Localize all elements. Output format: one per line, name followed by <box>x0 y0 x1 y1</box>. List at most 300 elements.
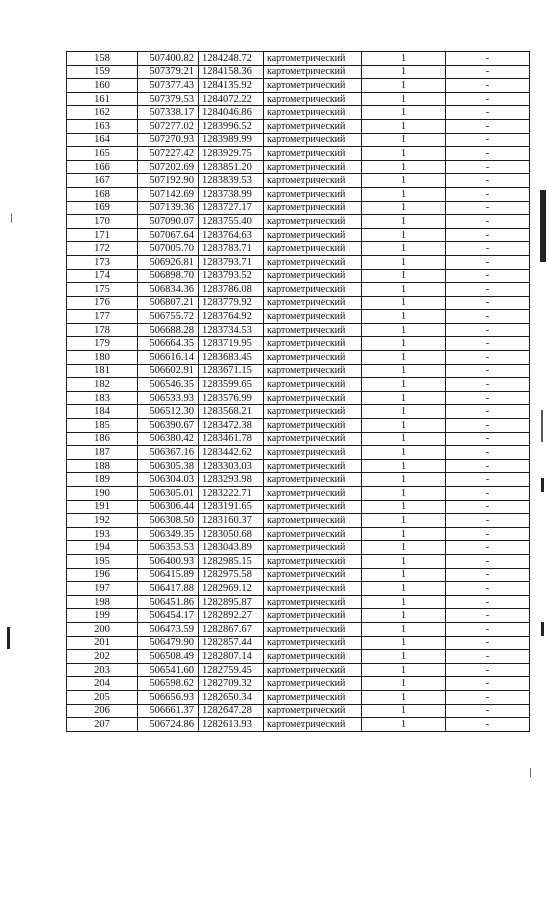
note-cell: - <box>446 582 530 596</box>
point-number-cell: 207 <box>67 718 138 732</box>
table-row <box>67 52 530 66</box>
method-cell: картометрический <box>264 323 362 337</box>
y-coordinate-cell: 1283043.89 <box>199 541 264 555</box>
note-cell: - <box>446 391 530 405</box>
table-row <box>67 351 530 365</box>
x-coordinate-cell: 507277.02 <box>138 119 199 133</box>
method-cell: картометрический <box>264 391 362 405</box>
point-number-cell: 159 <box>67 65 138 79</box>
y-coordinate-cell: 1283783.71 <box>199 242 264 256</box>
x-coordinate-cell: 506473.59 <box>138 622 199 636</box>
table-row <box>67 718 530 732</box>
table-row <box>67 690 530 704</box>
accuracy-cell: 1 <box>362 147 446 161</box>
point-number-cell: 181 <box>67 364 138 378</box>
table-row <box>67 160 530 174</box>
note-cell: - <box>446 79 530 93</box>
table-row <box>67 704 530 718</box>
y-coordinate-cell: 1283719.95 <box>199 337 264 351</box>
method-cell: картометрический <box>264 351 362 365</box>
table-row <box>67 595 530 609</box>
method-cell: картометрический <box>264 704 362 718</box>
accuracy-cell: 1 <box>362 65 446 79</box>
y-coordinate-cell: 1283599.65 <box>199 378 264 392</box>
x-coordinate-cell: 506306.44 <box>138 500 199 514</box>
note-cell: - <box>446 650 530 664</box>
x-coordinate-cell: 507379.53 <box>138 92 199 106</box>
table-row <box>67 65 530 79</box>
accuracy-cell: 1 <box>362 310 446 324</box>
accuracy-cell: 1 <box>362 582 446 596</box>
note-cell: - <box>446 337 530 351</box>
method-cell: картометрический <box>264 500 362 514</box>
method-cell: картометрический <box>264 527 362 541</box>
method-cell: картометрический <box>264 337 362 351</box>
table-row <box>67 568 530 582</box>
method-cell: картометрический <box>264 106 362 120</box>
note-cell: - <box>446 459 530 473</box>
note-cell: - <box>446 432 530 446</box>
point-number-cell: 172 <box>67 242 138 256</box>
table-row <box>67 582 530 596</box>
y-coordinate-cell: 1282975.58 <box>199 568 264 582</box>
point-number-cell: 189 <box>67 473 138 487</box>
note-cell: - <box>446 554 530 568</box>
point-number-cell: 187 <box>67 446 138 460</box>
note-cell: - <box>446 609 530 623</box>
table-row <box>67 677 530 691</box>
y-coordinate-cell: 1284248.72 <box>199 52 264 66</box>
accuracy-cell: 1 <box>362 473 446 487</box>
note-cell: - <box>446 92 530 106</box>
y-coordinate-cell: 1283683.45 <box>199 351 264 365</box>
x-coordinate-cell: 507338.17 <box>138 106 199 120</box>
note-cell: - <box>446 283 530 297</box>
method-cell: картометрический <box>264 133 362 147</box>
coordinates-table-body <box>67 52 530 732</box>
point-number-cell: 188 <box>67 459 138 473</box>
method-cell: картометрический <box>264 690 362 704</box>
point-number-cell: 198 <box>67 595 138 609</box>
y-coordinate-cell: 1283738.99 <box>199 187 264 201</box>
note-cell: - <box>446 296 530 310</box>
x-coordinate-cell: 506353.53 <box>138 541 199 555</box>
x-coordinate-cell: 506724.86 <box>138 718 199 732</box>
note-cell: - <box>446 500 530 514</box>
point-number-cell: 194 <box>67 541 138 555</box>
y-coordinate-cell: 1282709.32 <box>199 677 264 691</box>
note-cell: - <box>446 52 530 66</box>
method-cell: картометрический <box>264 160 362 174</box>
x-coordinate-cell: 506417.88 <box>138 582 199 596</box>
point-number-cell: 174 <box>67 269 138 283</box>
point-number-cell: 200 <box>67 622 138 636</box>
note-cell: - <box>446 65 530 79</box>
point-number-cell: 162 <box>67 106 138 120</box>
y-coordinate-cell: 1283786.08 <box>199 283 264 297</box>
accuracy-cell: 1 <box>362 133 446 147</box>
scan-mark-bottom-right <box>530 768 531 777</box>
note-cell: - <box>446 201 530 215</box>
y-coordinate-cell: 1283461.78 <box>199 432 264 446</box>
accuracy-cell: 1 <box>362 718 446 732</box>
y-coordinate-cell: 1283472.38 <box>199 419 264 433</box>
y-coordinate-cell: 1283734.53 <box>199 323 264 337</box>
accuracy-cell: 1 <box>362 378 446 392</box>
point-number-cell: 201 <box>67 636 138 650</box>
note-cell: - <box>446 690 530 704</box>
accuracy-cell: 1 <box>362 636 446 650</box>
x-coordinate-cell: 506602.91 <box>138 364 199 378</box>
accuracy-cell: 1 <box>362 215 446 229</box>
method-cell: картометрический <box>264 446 362 460</box>
accuracy-cell: 1 <box>362 554 446 568</box>
point-number-cell: 160 <box>67 79 138 93</box>
x-coordinate-cell: 506349.35 <box>138 527 199 541</box>
note-cell: - <box>446 255 530 269</box>
point-number-cell: 169 <box>67 201 138 215</box>
method-cell: картометрический <box>264 514 362 528</box>
x-coordinate-cell: 507202.69 <box>138 160 199 174</box>
x-coordinate-cell: 506656.93 <box>138 690 199 704</box>
accuracy-cell: 1 <box>362 351 446 365</box>
x-coordinate-cell: 506807.21 <box>138 296 199 310</box>
accuracy-cell: 1 <box>362 187 446 201</box>
scan-mark-left-tick <box>11 213 12 223</box>
point-number-cell: 177 <box>67 310 138 324</box>
table-row <box>67 187 530 201</box>
method-cell: картометрический <box>264 378 362 392</box>
y-coordinate-cell: 1283996.52 <box>199 119 264 133</box>
x-coordinate-cell: 506664.35 <box>138 337 199 351</box>
point-number-cell: 167 <box>67 174 138 188</box>
point-number-cell: 196 <box>67 568 138 582</box>
point-number-cell: 182 <box>67 378 138 392</box>
accuracy-cell: 1 <box>362 541 446 555</box>
x-coordinate-cell: 506400.93 <box>138 554 199 568</box>
accuracy-cell: 1 <box>362 432 446 446</box>
y-coordinate-cell: 1283050.68 <box>199 527 264 541</box>
x-coordinate-cell: 506390.67 <box>138 419 199 433</box>
accuracy-cell: 1 <box>362 487 446 501</box>
x-coordinate-cell: 506926.81 <box>138 255 199 269</box>
accuracy-cell: 1 <box>362 419 446 433</box>
y-coordinate-cell: 1284046.86 <box>199 106 264 120</box>
accuracy-cell: 1 <box>362 337 446 351</box>
table-row <box>67 459 530 473</box>
table-row <box>67 650 530 664</box>
accuracy-cell: 1 <box>362 228 446 242</box>
scan-mark-left-dash <box>7 627 10 649</box>
point-number-cell: 173 <box>67 255 138 269</box>
note-cell: - <box>446 269 530 283</box>
note-cell: - <box>446 364 530 378</box>
point-number-cell: 199 <box>67 609 138 623</box>
table-row <box>67 283 530 297</box>
x-coordinate-cell: 507067.64 <box>138 228 199 242</box>
table-row <box>67 269 530 283</box>
point-number-cell: 170 <box>67 215 138 229</box>
x-coordinate-cell: 506367.16 <box>138 446 199 460</box>
accuracy-cell: 1 <box>362 609 446 623</box>
method-cell: картометрический <box>264 663 362 677</box>
y-coordinate-cell: 1282895.87 <box>199 595 264 609</box>
table-row <box>67 242 530 256</box>
method-cell: картометрический <box>264 405 362 419</box>
table-row <box>67 514 530 528</box>
y-coordinate-cell: 1283764.92 <box>199 310 264 324</box>
y-coordinate-cell: 1283303.03 <box>199 459 264 473</box>
note-cell: - <box>446 215 530 229</box>
note-cell: - <box>446 541 530 555</box>
x-coordinate-cell: 507090.07 <box>138 215 199 229</box>
accuracy-cell: 1 <box>362 690 446 704</box>
x-coordinate-cell: 506305.38 <box>138 459 199 473</box>
note-cell: - <box>446 187 530 201</box>
point-number-cell: 191 <box>67 500 138 514</box>
table-row <box>67 609 530 623</box>
note-cell: - <box>446 310 530 324</box>
table-row <box>67 432 530 446</box>
note-cell: - <box>446 473 530 487</box>
accuracy-cell: 1 <box>362 201 446 215</box>
table-row <box>67 133 530 147</box>
accuracy-cell: 1 <box>362 364 446 378</box>
point-number-cell: 180 <box>67 351 138 365</box>
x-coordinate-cell: 507379.21 <box>138 65 199 79</box>
accuracy-cell: 1 <box>362 500 446 514</box>
y-coordinate-cell: 1282892.27 <box>199 609 264 623</box>
point-number-cell: 184 <box>67 405 138 419</box>
point-number-cell: 163 <box>67 119 138 133</box>
method-cell: картометрический <box>264 242 362 256</box>
accuracy-cell: 1 <box>362 242 446 256</box>
y-coordinate-cell: 1282807.14 <box>199 650 264 664</box>
accuracy-cell: 1 <box>362 405 446 419</box>
method-cell: картометрический <box>264 255 362 269</box>
table-row <box>67 554 530 568</box>
point-number-cell: 206 <box>67 704 138 718</box>
point-number-cell: 192 <box>67 514 138 528</box>
note-cell: - <box>446 147 530 161</box>
method-cell: картометрический <box>264 92 362 106</box>
method-cell: картометрический <box>264 228 362 242</box>
method-cell: картометрический <box>264 541 362 555</box>
point-number-cell: 161 <box>67 92 138 106</box>
y-coordinate-cell: 1284158.36 <box>199 65 264 79</box>
x-coordinate-cell: 506598.62 <box>138 677 199 691</box>
note-cell: - <box>446 378 530 392</box>
point-number-cell: 179 <box>67 337 138 351</box>
x-coordinate-cell: 506305.01 <box>138 487 199 501</box>
x-coordinate-cell: 507139.36 <box>138 201 199 215</box>
scan-mark-right-bar <box>540 190 546 262</box>
x-coordinate-cell: 506755.72 <box>138 310 199 324</box>
y-coordinate-cell: 1283779.92 <box>199 296 264 310</box>
point-number-cell: 165 <box>67 147 138 161</box>
table-row <box>67 541 530 555</box>
method-cell: картометрический <box>264 283 362 297</box>
x-coordinate-cell: 506616.14 <box>138 351 199 365</box>
accuracy-cell: 1 <box>362 677 446 691</box>
accuracy-cell: 1 <box>362 174 446 188</box>
point-number-cell: 183 <box>67 391 138 405</box>
method-cell: картометрический <box>264 310 362 324</box>
note-cell: - <box>446 160 530 174</box>
x-coordinate-cell: 506688.28 <box>138 323 199 337</box>
x-coordinate-cell: 507377.43 <box>138 79 199 93</box>
method-cell: картометрический <box>264 364 362 378</box>
y-coordinate-cell: 1283442.62 <box>199 446 264 460</box>
accuracy-cell: 1 <box>362 106 446 120</box>
scan-mark-right-dash-1 <box>541 410 543 442</box>
accuracy-cell: 1 <box>362 663 446 677</box>
x-coordinate-cell: 506898.70 <box>138 269 199 283</box>
accuracy-cell: 1 <box>362 514 446 528</box>
accuracy-cell: 1 <box>362 391 446 405</box>
accuracy-cell: 1 <box>362 160 446 174</box>
x-coordinate-cell: 506454.17 <box>138 609 199 623</box>
note-cell: - <box>446 527 530 541</box>
y-coordinate-cell: 1283293.98 <box>199 473 264 487</box>
table-row <box>67 405 530 419</box>
point-number-cell: 166 <box>67 160 138 174</box>
method-cell: картометрический <box>264 554 362 568</box>
accuracy-cell: 1 <box>362 92 446 106</box>
x-coordinate-cell: 506834.36 <box>138 283 199 297</box>
table-row <box>67 174 530 188</box>
y-coordinate-cell: 1284072.22 <box>199 92 264 106</box>
y-coordinate-cell: 1282857.44 <box>199 636 264 650</box>
table-row <box>67 473 530 487</box>
y-coordinate-cell: 1284135.92 <box>199 79 264 93</box>
accuracy-cell: 1 <box>362 595 446 609</box>
method-cell: картометрический <box>264 419 362 433</box>
point-number-cell: 158 <box>67 52 138 66</box>
x-coordinate-cell: 506533.93 <box>138 391 199 405</box>
accuracy-cell: 1 <box>362 296 446 310</box>
table-row <box>67 215 530 229</box>
point-number-cell: 186 <box>67 432 138 446</box>
note-cell: - <box>446 323 530 337</box>
note-cell: - <box>446 663 530 677</box>
table-row <box>67 391 530 405</box>
coordinates-table <box>66 51 530 732</box>
method-cell: картометрический <box>264 595 362 609</box>
y-coordinate-cell: 1282759.45 <box>199 663 264 677</box>
point-number-cell: 193 <box>67 527 138 541</box>
table-row <box>67 92 530 106</box>
point-number-cell: 202 <box>67 650 138 664</box>
method-cell: картометрический <box>264 636 362 650</box>
y-coordinate-cell: 1282867.67 <box>199 622 264 636</box>
method-cell: картометрический <box>264 65 362 79</box>
method-cell: картометрический <box>264 459 362 473</box>
method-cell: картометрический <box>264 147 362 161</box>
point-number-cell: 176 <box>67 296 138 310</box>
accuracy-cell: 1 <box>362 283 446 297</box>
table-row <box>67 636 530 650</box>
table-row <box>67 622 530 636</box>
note-cell: - <box>446 419 530 433</box>
y-coordinate-cell: 1283568.21 <box>199 405 264 419</box>
method-cell: картометрический <box>264 201 362 215</box>
table-row <box>67 119 530 133</box>
note-cell: - <box>446 704 530 718</box>
point-number-cell: 175 <box>67 283 138 297</box>
point-number-cell: 197 <box>67 582 138 596</box>
point-number-cell: 190 <box>67 487 138 501</box>
x-coordinate-cell: 507227.42 <box>138 147 199 161</box>
table-row <box>67 378 530 392</box>
table-row <box>67 228 530 242</box>
x-coordinate-cell: 506661.37 <box>138 704 199 718</box>
table-row <box>67 106 530 120</box>
note-cell: - <box>446 446 530 460</box>
table-row <box>67 527 530 541</box>
y-coordinate-cell: 1283989.99 <box>199 133 264 147</box>
x-coordinate-cell: 506508.49 <box>138 650 199 664</box>
table-row <box>67 255 530 269</box>
note-cell: - <box>446 622 530 636</box>
accuracy-cell: 1 <box>362 446 446 460</box>
note-cell: - <box>446 133 530 147</box>
y-coordinate-cell: 1283839.53 <box>199 174 264 188</box>
table-row <box>67 79 530 93</box>
x-coordinate-cell: 506451.86 <box>138 595 199 609</box>
accuracy-cell: 1 <box>362 269 446 283</box>
method-cell: картометрический <box>264 296 362 310</box>
y-coordinate-cell: 1283576.99 <box>199 391 264 405</box>
note-cell: - <box>446 595 530 609</box>
note-cell: - <box>446 487 530 501</box>
y-coordinate-cell: 1282613.93 <box>199 718 264 732</box>
y-coordinate-cell: 1283755.40 <box>199 215 264 229</box>
y-coordinate-cell: 1282985.15 <box>199 554 264 568</box>
note-cell: - <box>446 174 530 188</box>
method-cell: картометрический <box>264 174 362 188</box>
point-number-cell: 205 <box>67 690 138 704</box>
table-row <box>67 487 530 501</box>
method-cell: картометрический <box>264 718 362 732</box>
y-coordinate-cell: 1283671.15 <box>199 364 264 378</box>
note-cell: - <box>446 119 530 133</box>
y-coordinate-cell: 1282647.28 <box>199 704 264 718</box>
method-cell: картометрический <box>264 215 362 229</box>
method-cell: картометрический <box>264 487 362 501</box>
method-cell: картометрический <box>264 473 362 487</box>
y-coordinate-cell: 1282969.12 <box>199 582 264 596</box>
accuracy-cell: 1 <box>362 650 446 664</box>
method-cell: картометрический <box>264 677 362 691</box>
accuracy-cell: 1 <box>362 459 446 473</box>
point-number-cell: 195 <box>67 554 138 568</box>
point-number-cell: 185 <box>67 419 138 433</box>
note-cell: - <box>446 242 530 256</box>
method-cell: картометрический <box>264 269 362 283</box>
x-coordinate-cell: 507192.90 <box>138 174 199 188</box>
point-number-cell: 178 <box>67 323 138 337</box>
y-coordinate-cell: 1283764.63 <box>199 228 264 242</box>
note-cell: - <box>446 405 530 419</box>
point-number-cell: 171 <box>67 228 138 242</box>
table-row <box>67 147 530 161</box>
accuracy-cell: 1 <box>362 79 446 93</box>
table-row <box>67 296 530 310</box>
method-cell: картометрический <box>264 622 362 636</box>
accuracy-cell: 1 <box>362 527 446 541</box>
table-row <box>67 323 530 337</box>
